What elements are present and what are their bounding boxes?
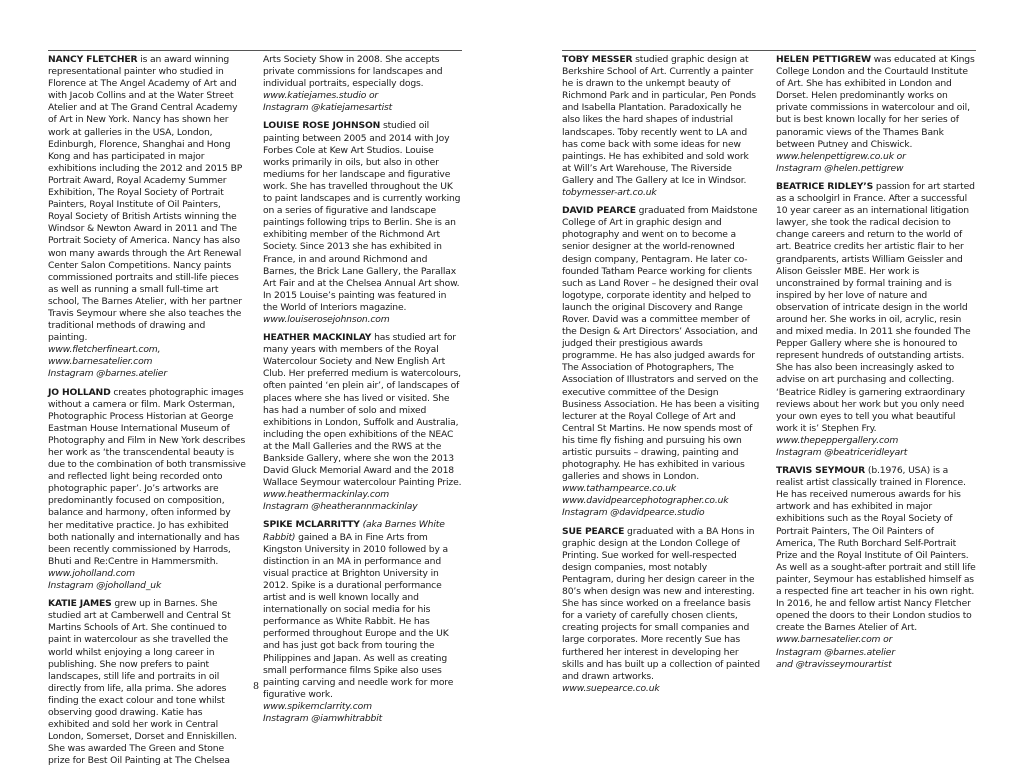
- artist-link[interactable]: www.heathermackinlay.com: [263, 489, 390, 501]
- artist-link[interactable]: www.suepearce.co.uk: [562, 682, 660, 694]
- artist-name: HELEN PETTIGREW: [776, 54, 871, 65]
- bio-jo-holland: [48, 387, 246, 593]
- artist-link[interactable]: www.barnesatelier.com: [48, 356, 153, 368]
- artist-link[interactable]: Instagram @joholland_uk: [48, 580, 162, 592]
- bio-heather-mackinlay: [263, 332, 462, 513]
- artist-link[interactable]: Instagram @katiejamesartist: [263, 102, 393, 114]
- artist-link[interactable]: www.barnesatelier.com or: [776, 634, 893, 646]
- artist-name: LOUISE ROSE JOHNSON: [263, 120, 381, 132]
- artist-link[interactable]: www.tathampearce.co.uk: [562, 483, 677, 495]
- bio-text: (b.1976, USA) is a realist artist classically trained in Florence. He has received numerous awards for his artwork and has exhibited in major exhibitions such as the Royal Society of Portrait Painters, The Oil Painters of America, The Ruth Borchard Self-Portrait Prize and the Royal Institute of Oil Painters. As well as a sought-after portrait and still life painter, Seymour has established himself as a respected fine art teacher in his own right. In 2016, he and fellow artist Nancy Fletcher opened the doors to their London studios to create the Barnes Atelier of Art.: [776, 465, 976, 634]
- column-3: [562, 54, 760, 701]
- bio-text: studied graphic design at Berkshire School of Art. Currently a painter he is drawn to the unkempt beauty of Richmond Park and in particular, Pen Ponds and Isabella Plantation. Paradoxically he also likes the hard shapes of industrial landscapes. Toby recently went to LA and has come back with some ideas for new paintings. He has exhibited and sold work at Will’s Art Warehouse, The Riverside Gallery and The Gallery at Ice in Windsor.: [562, 54, 756, 186]
- artist-name: SPIKE MCLARRITTY: [263, 519, 360, 531]
- bio-toby-messer: [562, 54, 760, 199]
- artist-name: DAVID PEARCE: [562, 205, 636, 217]
- artist-link[interactable]: www.davidpearcephotographer.co.uk: [562, 495, 729, 507]
- bio-spike-mclarrity: [263, 519, 462, 725]
- artist-name: BEATRICE RIDLEY’S: [776, 180, 874, 192]
- artist-link[interactable]: Instagram @beatriceridleyart: [776, 447, 908, 458]
- artist-link[interactable]: www.spikemclarrity.com: [263, 700, 372, 712]
- artist-link[interactable]: tobymesser-art.co.uk: [562, 187, 657, 199]
- column-1: [48, 54, 246, 773]
- bio-beatrice-ridley: [776, 181, 976, 459]
- bio-katie-james: [48, 598, 246, 767]
- artist-name: KATIE JAMES: [48, 598, 112, 610]
- artist-name: SUE PEARCE: [562, 525, 625, 537]
- artist-name: TRAVIS SEYMOUR: [776, 465, 866, 477]
- bio-text: gained a BA in Fine Arts from Kingston University in 2010 followed by a distinction in an MA in performance and visual practice at Brighton University in 2012. Spike is a durational performance artist and is well known locally and internationally on social media for his performance as White Rabbit. He has performed throughout Europe and the UK and has just got back from touring the Philippines and Japan. As well as creating small performance films Spike also uses painting carving and needle work for more figurative work.: [263, 531, 454, 700]
- artist-link[interactable]: www.joholland.com: [48, 567, 135, 579]
- top-rule-right-page: [562, 50, 976, 51]
- bio-travis-seymour: [776, 465, 976, 671]
- artist-link[interactable]: Instagram @helen.pettigrew: [776, 162, 904, 174]
- bio-text: graduated with a BA Hons in graphic design at the London College of Printing. Sue worked for well-respected design companies, most notably Pentagram, during her design career in the 80’s when design was new and interesting. She has since worked on a freelance basis for a variety of carefully chosen clients, creating projects for small companies and large corporates. More recently Sue has furthered her interest in developing her skills and has built up a collection of painted and drawn artworks.: [562, 525, 760, 682]
- artist-link[interactable]: www.helenpettigrew.co.uk or: [776, 150, 906, 162]
- artist-link[interactable]: www.fletcherfineart.com,: [48, 344, 161, 356]
- artist-name: TOBY MESSER: [562, 54, 633, 65]
- column-4: [776, 54, 976, 677]
- bio-text: Arts Society Show in 2008. She accepts private commissions for landscapes and individual portraits, especially dogs.: [263, 54, 443, 90]
- bio-sue-pearce: [562, 526, 760, 695]
- bio-text: graduated from Maidstone College of Art in graphic design and photography and went on to become a senior designer at the world-renowned design company, Pentagram. He later co-founded Tatham Pearce working for clients such as Land Rover – he designed their oval logotype, corporate identity and helped to launch the original Discovery and Range Rover. David was a committee member of the Design & Art Directors’ Association, and judged their prestigious awards programme. He has also judged awards for The Association of Photographers, The Association of Illustrators and served on the executive committee of the Design Business Association. He has been a visiting lecturer at the Royal College of Art and Central St Martins. He now spends most of his time fly fishing and pursuing his own artistic pursuits – drawing, painting and photography. He has exhibited in various galleries and shows in London.: [562, 205, 760, 483]
- column-2: [263, 54, 462, 731]
- artist-link[interactable]: and @travisseymourartist: [776, 658, 892, 670]
- bio-helen-pettigrew: [776, 54, 976, 175]
- page-number: 8: [253, 681, 260, 692]
- bio-text: passion for art started as a schoolgirl in France. After a successful 10 year career as an international litigation lawyer, she took the radical decision to change careers and return to the world of art. Beatrice credits her artistic flair to her grandparents, artists William Geissler and Alison Geissler MBE. Her work is unconstrained by formal training and is inspired by her love of nature and observation of intricate design in the world around her. She works in oil, acrylic, resin and mixed media. In 2011 she founded The Pepper Gallery where she is honoured to represent hundreds of outstanding artists. She has also been increasingly asked to advise on art purchasing and collecting. ‘Beatrice Ridley is garnering extraordinary reviews about her work but you only need your own eyes to tell you what beautiful work it is’ Stephen Fry.: [776, 180, 975, 434]
- artist-link[interactable]: Instagram @barnes.atelier: [776, 646, 895, 658]
- artist-name: HEATHER MACKINLAY: [263, 332, 372, 344]
- artist-link[interactable]: Instagram @heatherannmackinlay: [263, 501, 418, 513]
- artist-link[interactable]: www.thepeppergallery.com: [776, 434, 899, 446]
- artist-link[interactable]: www.louiserosejohnson.com: [263, 313, 390, 325]
- bio-text: is an award winning representational painter who studied in Florence at The Angel Academy of Art and with Jacob Collins and at the Water Street Atelier and at The Grand Central Academy of Art in New York. Nancy has shown her work at galleries in the USA, London, Edinburgh, Florence, Shanghai and Hong Kong and has participated in major exhibitions including the 2012 and 2015 BP Portrait Award, Royal Academy Summer Exhibition, The Royal Society of Portrait Painters, Royal Institute of Oil Painters, Royal Society of British Artists winning the Windsor & Newton Award in 2011 and The Portrait Society of America. Nancy has also won many awards through the Art Renewal Center Salon Competitions. Nancy paints commissioned portraits and still-life pieces as well as running a small full-time art school, The Barnes Atelier, with her partner Travis Seymour where she also teaches the traditional methods of drawing and painting.: [48, 54, 243, 344]
- artist-link[interactable]: Instagram @barnes.atelier: [48, 368, 167, 380]
- artist-link[interactable]: Instagram @iamwhitrabbit: [263, 712, 383, 724]
- bio-david-pearce: [562, 205, 760, 519]
- artist-name: JO HOLLAND: [48, 386, 111, 398]
- bio-nancy-fletcher: [48, 54, 246, 381]
- bio-text: creates photographic images without a camera or film. Mark Osterman, Photographic Process Historian at George Eastman House International Museum of Photography and Film in New York describes her work as ‘the transcendental beauty is due to the combination of both transmissive and reflected light being recorded onto photographic paper’. Jo’s artworks are predominantly focused on composition, balance and harmony, often informed by her meditative practice. Jo has exhibited both nationally and internationally and has been recently commissioned by Harrods, Bhuti and Re:Centre in Hammersmith.: [48, 386, 246, 567]
- artist-link[interactable]: Instagram @davidpearce.studio: [562, 507, 705, 519]
- bio-text: grew up in Barnes. She studied art at Camberwell and Central St Martins Schools of Art. She continued to paint in watercolour as she travelled the world whilst enjoying a long career in publishing. She now prefers to paint landscapes, still life and portraits in oil directly from life, alla prima. She adores finding the exact colour and tone whilst observing good drawing. Katie has exhibited and sold her work in Central London, Somerset, Dorset and Enniskillen. She was awarded The Green and Stone prize for Best Oil Painting at The Chelsea: [48, 598, 237, 767]
- artist-link[interactable]: www.katiejames.studio or: [263, 90, 379, 102]
- top-rule-left-page: [48, 50, 462, 51]
- bio-louise-rose-johnson: [263, 120, 462, 326]
- bio-text: studied oil painting between 2005 and 2014 with Joy Forbes Cole at Kew Art Studios. Louise works primarily in oils, but also in other mediums for her landscape and figurative work. She has travelled throughout the UK to paint landscapes and is currently working on a series of figurative and landscape paintings following trips to Berlin. She is an exhibiting member of the Richmond Art Society. Since 2013 she has exhibited in France, in and around Richmond and Barnes, the Brick Lane Gallery, the Parallax Art Fair and at the Chelsea Annual Art show. In 2015 Louise’s painting was featured in the World of Interiors magazine.: [263, 120, 461, 313]
- bio-text: has studied art for many years with members of the Royal Watercolour Society and New English Art Club. Her preferred medium is watercolours, often painted ‘en plein air’, of landscapes of places where she has lived or visited. She has had a number of solo and mixed exhibitions in London, Suffolk and Australia, including the open exhibitions of the NEAC at the Mall Galleries and the RWS at the Bankside Gallery, where she won the 2013 David Gluck Memorial Award and the 2018 Wallace Seymour watercolour Painting Prize.: [263, 332, 462, 489]
- artist-alias: (aka Barnes White Rabbit): [263, 519, 445, 543]
- artist-name: NANCY FLETCHER: [48, 54, 138, 65]
- bio-text: was educated at Kings College London and the Courtauld Institute of Art. She has exhibited in London and Dorset. Helen predominantly works on private commissions in watercolour and oil, but is best known locally for her series of panoramic views of the Thames Bank between Putney and Chiswick.: [776, 54, 975, 150]
- bio-katie-james-continued: [263, 54, 462, 114]
